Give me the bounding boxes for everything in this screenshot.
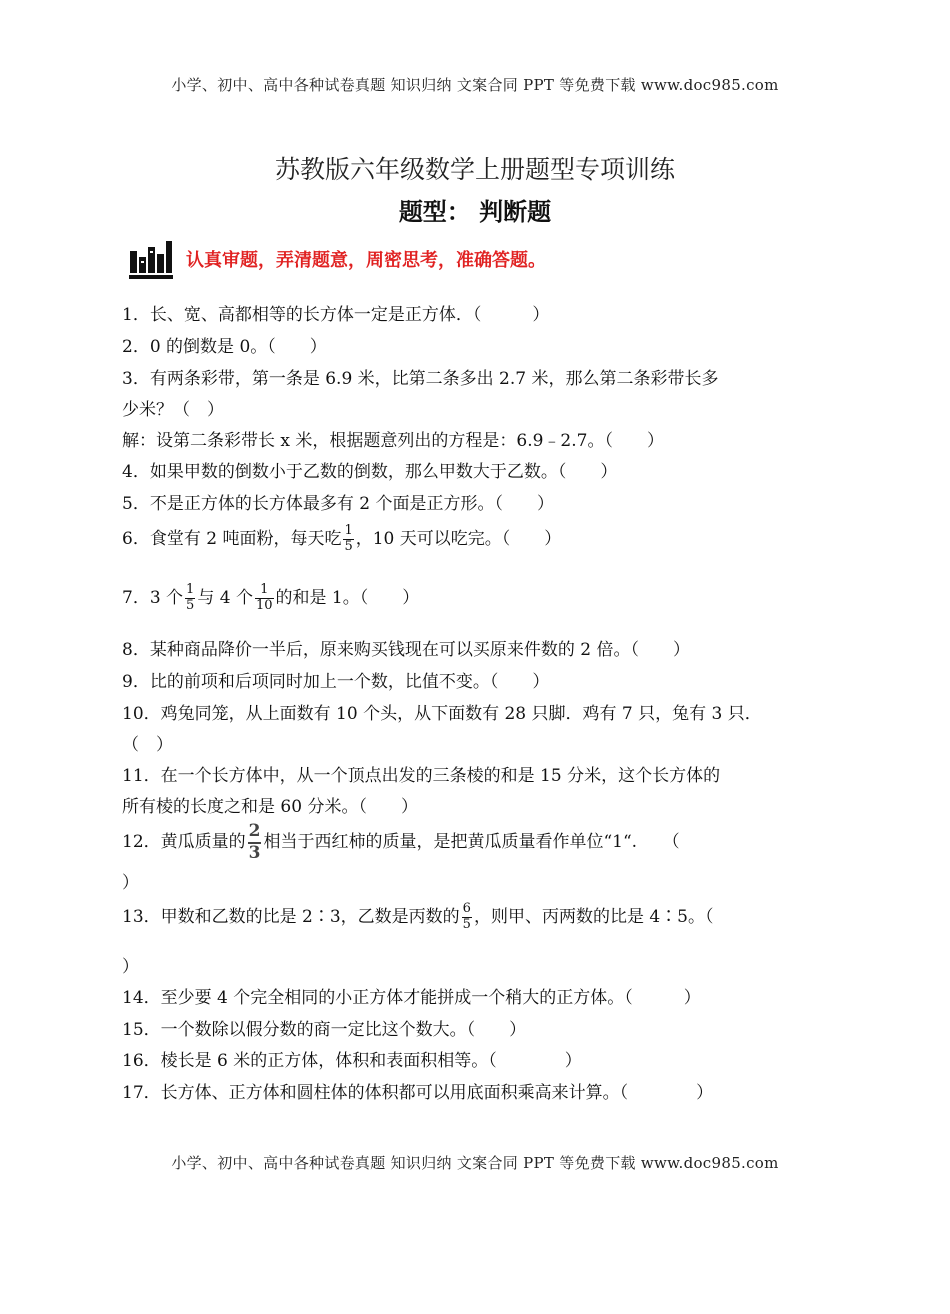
instruction-text: 认真审题，弄清题意，周密思考，准确答题。 (186, 250, 546, 271)
question-1: 1．长、宽、高都相等的长方体一定是正方体．（ ） (122, 305, 550, 325)
question-6 (122, 524, 561, 555)
question-3-line1: 3．有两条彩带，第一条是 6.9 米，比第二条多出 2.7 米，那么第二条彩带长多 (122, 369, 719, 389)
books-icon (128, 237, 174, 281)
page-title: 苏教版六年级数学上册题型专项训练 (274, 155, 675, 184)
question-13-line2: ） (122, 957, 139, 977)
question-9: 9．比的前项和后项同时加上一个数，比值不变。（ ） (122, 672, 550, 692)
question-11-line1: 11．在一个长方体中，从一个顶点出发的三条棱的和是 15 分米，这个长方体的 (122, 766, 721, 786)
question-11-line2: 所有棱的长度之和是 60 分米。（ ） (122, 797, 418, 817)
question-7-text-a: 7．3 个 (122, 587, 184, 608)
fraction-1-10: $\frac{1}{10}$ (255, 582, 273, 613)
question-13 (122, 902, 714, 933)
question-7 (122, 583, 419, 614)
fraction-1-5: $\frac{1}{5}$ (186, 582, 195, 613)
question-3-line2: 少米？（ ） (122, 400, 224, 420)
question-8: 8．某种商品降价一半后，原来购买钱现在可以买原来件数的 2 倍。（ ） (122, 640, 690, 660)
question-17: 17．长方体、正方体和圆柱体的体积都可以用底面积乘高来计算。（ ） (122, 1083, 714, 1103)
question-5: 5．不是正方体的长方体最多有 2 个面是正方形。（ ） (122, 494, 554, 514)
question-14: 14．至少要 4 个完全相同的小正方体才能拼成一个稍大的正方体。（ ） (122, 988, 701, 1008)
page-footer: 小学、初中、高中各种试卷真题 知识归纳 文案合同 PPT 等免费下载 www.doc985.com (171, 1154, 779, 1172)
question-2: 2．0 的倒数是 0。（ ） (122, 337, 327, 357)
fraction-2-3: $\frac{2}{3}$ (248, 821, 261, 863)
question-3-solution: 解：设第二条彩带长 x 米，根据题意列出的方程是：6.9﹣2.7。（ ） (122, 431, 664, 451)
question-7-text-c: 的和是 1。（ ） (275, 587, 420, 608)
fraction-1-5: $\frac{1}{5}$ (344, 523, 353, 554)
fraction-6-5: $\frac{6}{5}$ (462, 901, 471, 932)
question-15: 15．一个数除以假分数的商一定比这个数大。（ ） (122, 1020, 527, 1040)
question-4: 4．如果甲数的倒数小于乙数的倒数，那么甲数大于乙数。（ ） (122, 462, 618, 482)
question-10-line1: 10．鸡兔同笼，从上面数有 10 个头，从下面数有 28 只脚．鸡有 7 只，兔有 3 只． (122, 704, 762, 724)
question-6-text-a: 6．食堂有 2 吨面粉，每天吃 (122, 528, 342, 549)
question-7-text-b: 与 4 个 (197, 587, 253, 608)
question-10-line2: （ ） (122, 735, 173, 755)
question-13-text-b: ，则甲、丙两数的比是 4∶5。（ (473, 906, 714, 927)
instruction-banner (128, 236, 546, 282)
question-12 (122, 822, 680, 863)
question-6-text-b: ，10 天可以吃完。（ ） (355, 528, 562, 549)
question-12-text-b: 相当于西红柿的质量，是把黄瓜质量看作单位“1“. （ (263, 832, 680, 853)
question-13-text-a: 13．甲数和乙数的比是 2∶3，乙数是丙数的 (122, 906, 460, 927)
question-16: 16．棱长是 6 米的正方体，体积和表面积相等。（ ） (122, 1051, 582, 1071)
page-subtitle: 题型： 判断题 (398, 198, 552, 226)
page-header: 小学、初中、高中各种试卷真题 知识归纳 文案合同 PPT 等免费下载 www.doc985.com (171, 76, 779, 94)
question-12-text-a: 12．黄瓜质量的 (122, 832, 246, 853)
question-12-line2: ） (122, 873, 139, 893)
